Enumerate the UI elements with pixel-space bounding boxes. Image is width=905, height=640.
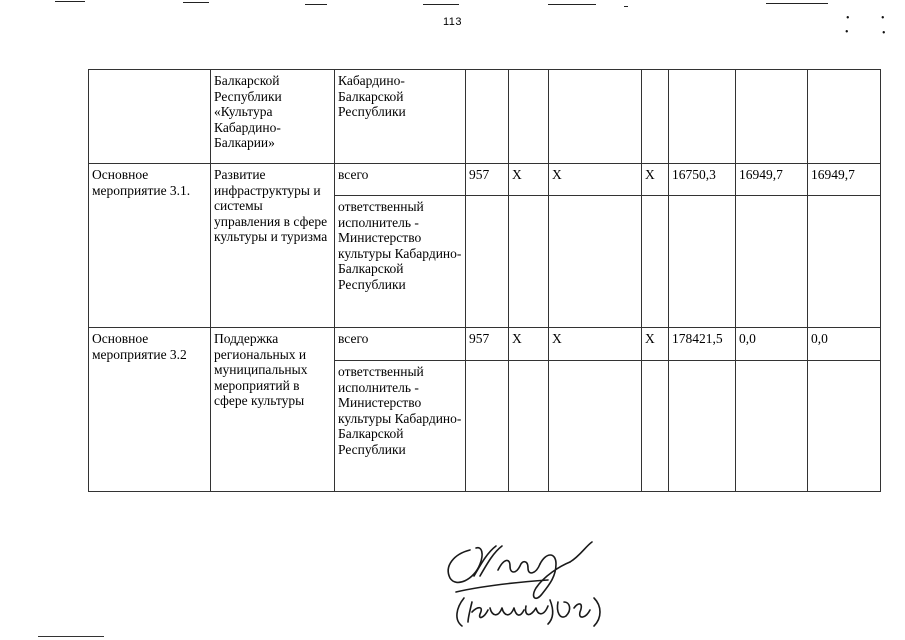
event-cell: Основное мероприятие 3.2 [89, 328, 211, 492]
executor-cell: ответственный исполнитель - Министерство культуры Кабардино-Балкарской Республики [335, 361, 466, 492]
page-number: 113 [442, 16, 463, 28]
grbs-cell [466, 196, 509, 328]
vr-cell [642, 196, 669, 328]
scan-speck: • [846, 13, 850, 24]
footer-line [38, 636, 104, 637]
executor-cell: Кабардино-Балкарской Республики [335, 70, 466, 164]
csr-cell: Х [549, 164, 642, 196]
year1-cell: 178421,5 [669, 328, 736, 361]
rzpr-cell [509, 196, 549, 328]
grbs-cell [466, 70, 509, 164]
vr-cell: Х [642, 164, 669, 196]
scan-speck: • [881, 13, 885, 24]
scan-line [423, 4, 459, 5]
grbs-cell [466, 361, 509, 492]
year3-cell: 16949,7 [808, 164, 881, 196]
table-row [89, 164, 881, 196]
rzpr-cell [509, 361, 549, 492]
grbs-cell: 957 [466, 328, 509, 361]
rzpr-cell [509, 70, 549, 164]
year2-cell: 0,0 [736, 328, 808, 361]
csr-cell [549, 361, 642, 492]
rzpr-cell: Х [509, 164, 549, 196]
grbs-cell: 957 [466, 164, 509, 196]
year3-cell [808, 361, 881, 492]
executor-cell: ответственный исполнитель - Министерство культуры Кабардино-Балкарской Республики [335, 196, 466, 328]
scan-speck: • [845, 27, 849, 38]
table-row [89, 328, 881, 361]
vr-cell [642, 70, 669, 164]
name-cell: Развитие инфраструктуры и системы управления в сфере культуры и туризма [211, 164, 335, 328]
year2-cell: 16949,7 [736, 164, 808, 196]
scan-line [624, 6, 628, 7]
year3-cell [808, 70, 881, 164]
year1-cell [669, 361, 736, 492]
scan-line [766, 3, 828, 4]
table-row [89, 70, 881, 164]
scan-line [183, 2, 209, 3]
year1-cell [669, 196, 736, 328]
scan-line [55, 1, 85, 2]
scan-speck: • [882, 28, 886, 39]
year3-cell: 0,0 [808, 328, 881, 361]
year3-cell [808, 196, 881, 328]
event-cell: Основное мероприятие 3.1. [89, 164, 211, 328]
vr-cell: Х [642, 328, 669, 361]
executor-cell: всего [335, 164, 466, 196]
csr-cell [549, 70, 642, 164]
budget-table [88, 69, 881, 492]
scan-line [305, 4, 327, 5]
csr-cell [549, 196, 642, 328]
event-cell [89, 70, 211, 164]
name-cell: Балкарской Республики «Культура Кабардино-Балкарии» [211, 70, 335, 164]
year1-cell [669, 70, 736, 164]
year2-cell [736, 361, 808, 492]
year1-cell: 16750,3 [669, 164, 736, 196]
year2-cell [736, 196, 808, 328]
rzpr-cell: Х [509, 328, 549, 361]
executor-cell: всего [335, 328, 466, 361]
csr-cell: Х [549, 328, 642, 361]
handwritten-signature [430, 536, 620, 632]
name-cell: Поддержка региональных и муниципальных мероприятий в сфере культуры [211, 328, 335, 492]
scan-line [548, 4, 596, 5]
vr-cell [642, 361, 669, 492]
year2-cell [736, 70, 808, 164]
